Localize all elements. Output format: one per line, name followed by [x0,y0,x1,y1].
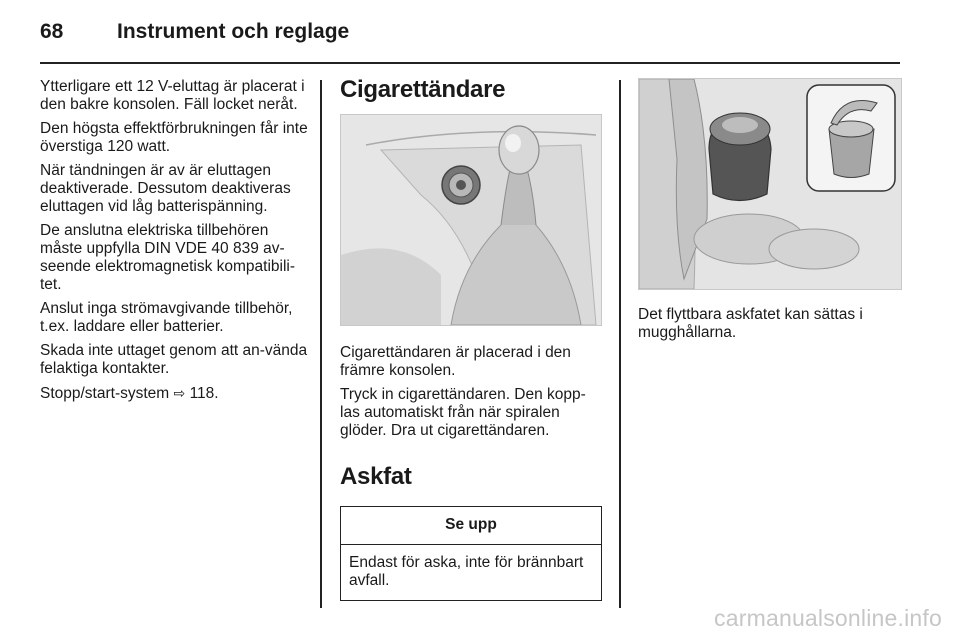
paragraph: När tändningen är av är eluttagen deaktiverade. Dessutom deaktiveras eluttagen vid låg batterispänning. [40,162,291,215]
page-number: 68 [40,20,64,43]
cigarette-lighter-illustration [340,114,602,326]
left-column [40,78,310,409]
caution-title: Se upp [341,507,601,545]
right-column [638,78,900,348]
paragraph: Ytterligare ett 12 V-eluttag är placerat i den bakre konsolen. Fäll locket neråt. [40,78,305,113]
section-heading-ashtray: Askfat [340,463,412,490]
column-divider-right [619,80,621,608]
page-title: Instrument och reglage [117,20,350,43]
caution-box [340,506,602,601]
caution-text: Endast för aska, inte för brännbart avfall. [349,554,584,589]
page-header [40,20,900,60]
paragraph: Tryck in cigarettändaren. Den kopp-las automatiskt från när spiralen glöder. Dra ut cigarettändaren. [340,386,586,439]
paragraph: De anslutna elektriska tillbehören måste uppfylla DIN VDE 40 839 av-seende elektromagnetisk kompatibili-tet. [40,222,296,293]
paragraph: Anslut inga strömavgivande tillbehör, t.ex. laddare eller batterier. [40,300,293,335]
header-divider [40,62,900,64]
cross-reference[interactable] [40,384,310,403]
page-reference-icon: ⇨ [173,385,186,401]
reference-text: Stopp/start-system [40,385,170,402]
section-heading-cigarette-lighter: Cigarettändare [340,76,506,103]
ashtray-cupholder-drawing [639,79,901,289]
figure-caption: Det flyttbara askfatet kan sättas i mugghållarna. [638,306,863,341]
paragraph: Cigarettändaren är placerad i den främre konsolen. [340,344,571,379]
paragraph: Skada inte uttaget genom att an-vända felaktiga kontakter. [40,342,308,377]
reference-page[interactable]: 118. [189,385,219,402]
gear-shift-lighter-drawing [341,115,601,325]
middle-column [340,78,602,601]
ashtray-illustration [638,78,902,290]
column-divider-left [320,80,322,608]
watermark-text: carmanualsonline.info [714,605,942,631]
paragraph: Den högsta effektförbrukningen får inte överstiga 120 watt. [40,120,308,155]
